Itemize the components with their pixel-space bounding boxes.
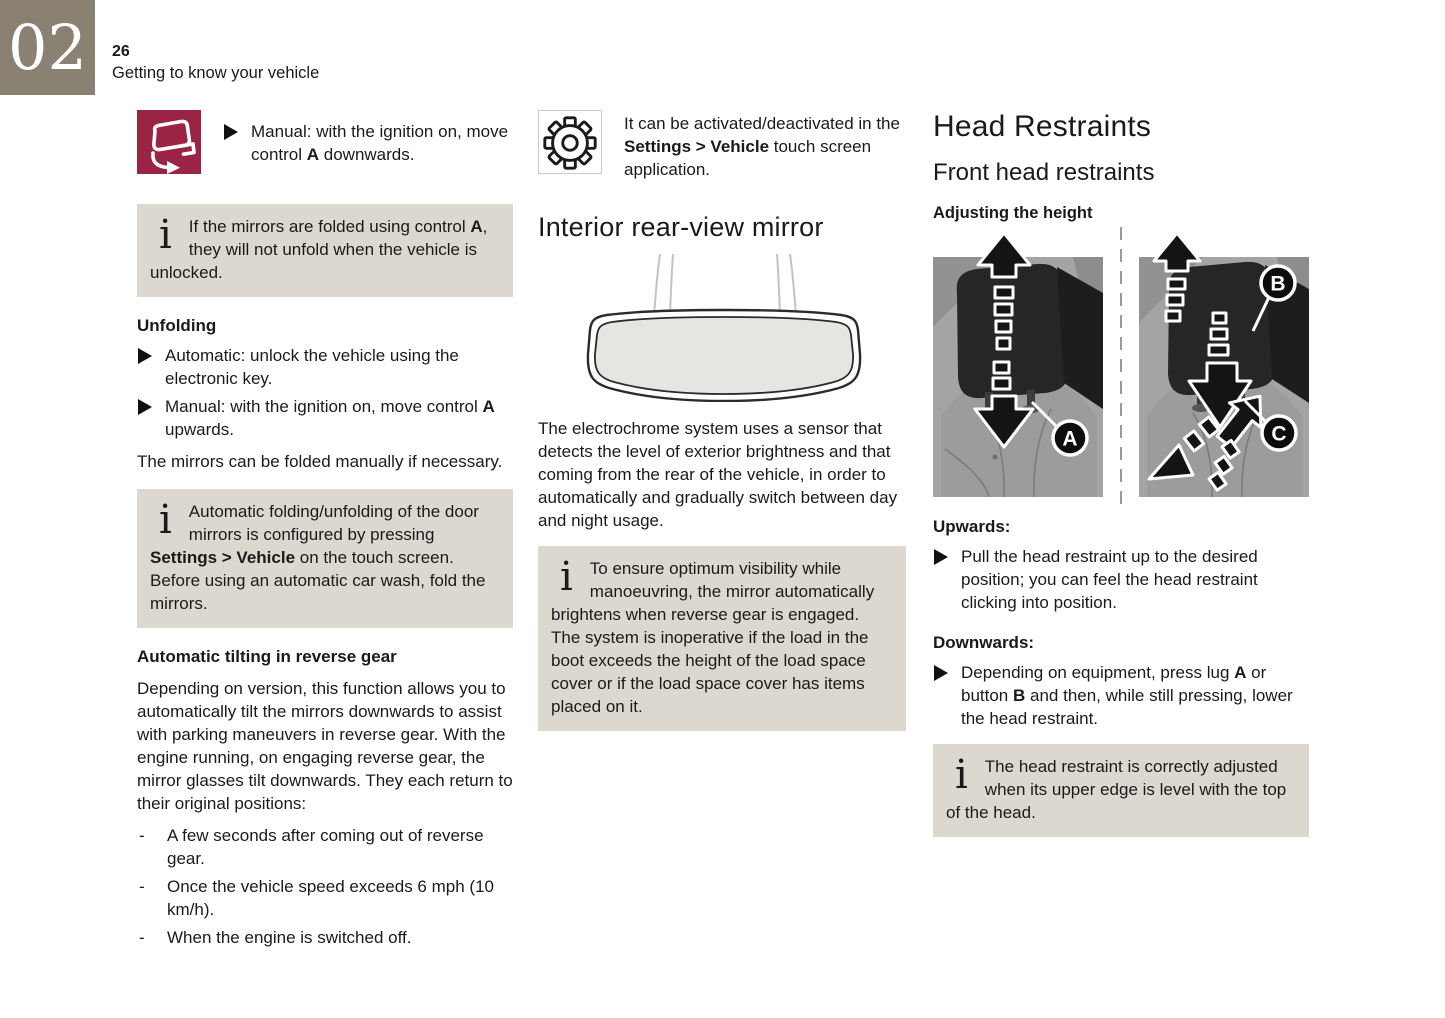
tilting-list-item <box>137 926 513 949</box>
downwards-item <box>933 661 1309 730</box>
upwards-item-text: Pull the head restraint up to the desired position; you can feel the head restraint clicking into position. <box>961 547 1258 612</box>
info-box-mirrors-folded <box>137 204 513 297</box>
figure-divider <box>1120 227 1122 511</box>
info-box-visibility <box>538 546 906 731</box>
left-column <box>137 110 513 954</box>
dash-bullet: - <box>139 826 145 845</box>
callout-c-label: C <box>1271 422 1287 446</box>
tilting-list-item <box>137 824 513 870</box>
info-visibility-line2: The system is inoperative if the load in the boot exceeds the height of the load space cover or if the load space cover has items placed on it. <box>551 628 869 716</box>
electrochrome-paragraph: The electrochrome system uses a sensor that detects the level of exterior brightness and that coming from the rear of the vehicle, in order to automatically and gradually switch between day and night usage. <box>538 419 898 530</box>
unfold-manual-item <box>137 395 513 441</box>
fold-note-paragraph: The mirrors can be folded manually if necessary. <box>137 452 503 471</box>
callout-a-label: A <box>1062 427 1078 451</box>
tilting-list-text: A few seconds after coming out of reverse gear. <box>167 826 484 868</box>
fold-manual-item <box>223 120 513 166</box>
head-restraint-left-illustration <box>933 231 1103 499</box>
door-mirror-fold-glyph <box>137 110 201 174</box>
head-restraint-right-illustration <box>1139 231 1309 499</box>
fold-manual-item-wrap <box>223 110 513 166</box>
info-folded-text: If the mirrors are folded using control A, they will not unfold when the vehicle is unlocked. <box>150 217 488 282</box>
settings-note-row <box>538 110 906 181</box>
section-title: Getting to know your vehicle <box>112 64 320 82</box>
unfold-auto-item <box>137 344 513 390</box>
rear-view-mirror-heading: Interior rear-view mirror <box>538 212 824 242</box>
mirror-fold-row <box>137 110 513 174</box>
list-arrow-icon <box>934 549 948 565</box>
page-header <box>112 42 319 84</box>
info-icon: i <box>159 497 172 543</box>
unfolding-heading: Unfolding <box>137 316 217 335</box>
tilting-heading: Automatic tilting in reverse gear <box>137 647 397 666</box>
front-head-restraints-subheading: Front head restraints <box>933 159 1155 186</box>
list-arrow-icon <box>138 399 152 415</box>
door-mirror-fold-icon <box>137 110 201 174</box>
gear-icon <box>538 110 602 174</box>
dash-bullet: - <box>139 928 145 947</box>
activation-note-text: It can be activated/deactivated in the Settings > Vehicle touch screen application. <box>624 114 900 179</box>
adjusting-height-heading: Adjusting the height <box>933 204 1093 222</box>
head-restraint-figure <box>933 231 1309 499</box>
info-box-head-restraint <box>933 744 1309 837</box>
fold-manual-text: Manual: with the ignition on, move control A downwards. <box>251 122 509 164</box>
downwards-item-text: Depending on equipment, press lug A or button B and then, while still pressing, lower the head restraint. <box>961 663 1293 728</box>
unfold-manual-text: Manual: with the ignition on, move control A upwards. <box>165 397 495 439</box>
tilting-list-item <box>137 875 513 921</box>
info-icon: i <box>159 212 172 258</box>
upwards-heading: Upwards: <box>933 517 1011 536</box>
gear-glyph <box>539 111 601 173</box>
upwards-item <box>933 545 1309 614</box>
dash-bullet: - <box>139 877 145 896</box>
head-restraints-heading: Head Restraints <box>933 110 1152 143</box>
info-config-text: Automatic folding/unfolding of the door mirrors is configured by pressing Settings > Vehicle on the touch screen. Before using an automatic car wash, fold the mirrors. <box>150 502 486 613</box>
info-visibility-line1: To ensure optimum visibility while manoeuvring, the mirror automatically brightens when reverse gear is engaged. <box>551 559 875 624</box>
page-number: 26 <box>112 43 130 60</box>
rear-view-mirror-illustration <box>574 254 906 408</box>
downwards-heading: Downwards: <box>933 633 1035 652</box>
list-arrow-icon <box>224 124 238 140</box>
tilting-list-text: When the engine is switched off. <box>167 928 412 947</box>
unfold-auto-text: Automatic: unlock the vehicle using the electronic key. <box>165 346 459 388</box>
right-column <box>933 100 1309 837</box>
callout-b-label: B <box>1270 272 1286 296</box>
info-adjust-text: The head restraint is correctly adjusted when its upper edge is level with the top of the head. <box>946 757 1287 822</box>
list-arrow-icon <box>934 665 948 681</box>
list-arrow-icon <box>138 348 152 364</box>
middle-column <box>538 110 906 731</box>
info-icon: i <box>955 752 968 798</box>
tilting-list-text: Once the vehicle speed exceeds 6 mph (10 km/h). <box>167 877 494 919</box>
chapter-number-box: 02 <box>0 0 95 95</box>
tilting-paragraph: Depending on version, this function allows you to automatically tilt the mirrors downwards to assist with parking maneuvers in reverse gear. With the engine running, on engaging reverse gear, the mirror glasses tilt downwards. They each return to their original positions: <box>137 679 513 813</box>
info-icon: i <box>560 554 573 600</box>
info-box-auto-folding <box>137 489 513 628</box>
